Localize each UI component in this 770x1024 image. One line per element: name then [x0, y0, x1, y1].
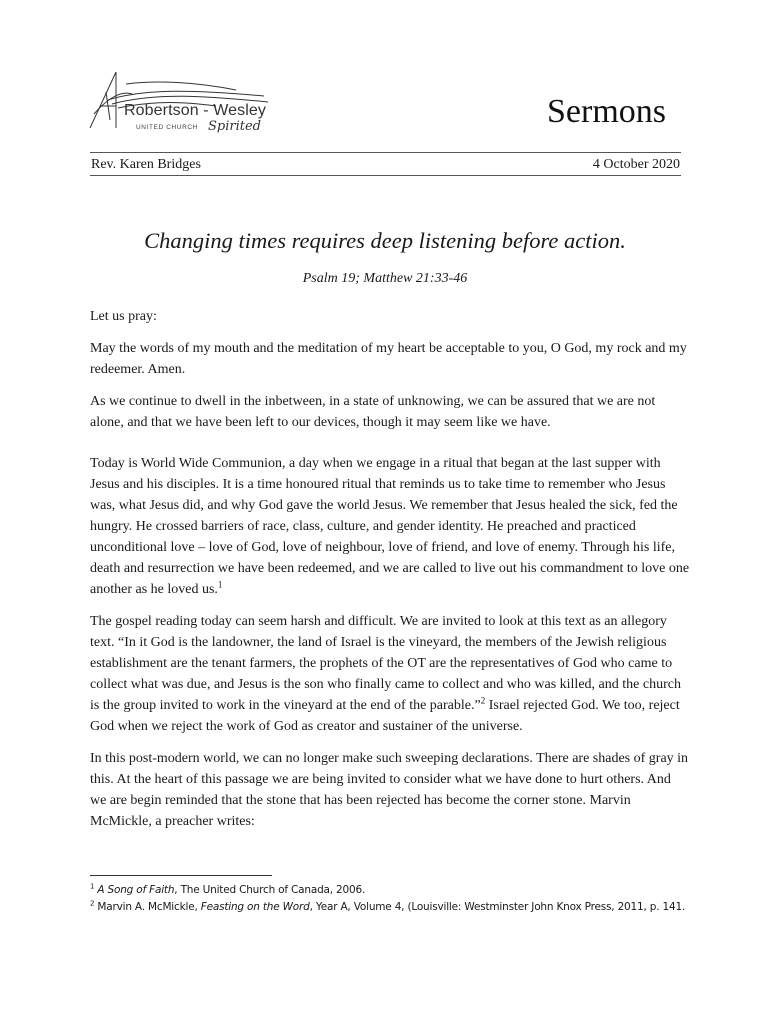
footnote [90, 882, 690, 899]
footnote-ref: 1 [217, 579, 223, 590]
paragraph-text: The gospel reading today can seem harsh and difficult. We are invited to look at this text as an allegory text. “In it God is the landowner, the land of Israel is the vineyard, the members of the Jewish religious establishment are the tenant farmers, the prophets of the OT are the representatives of God who came to collect what was due, and Jesus is the son who finally came to collect and who was killed, and the church is the group invited to work in the vineyard at the end of the parable.” [90, 614, 681, 713]
header-rule-top [90, 152, 681, 153]
footnote-text: , Year A, Volume 4, (Louisville: Westminster John Knox Press, 2011, p. 141. [309, 901, 686, 913]
section-title: Sermons [547, 93, 666, 130]
footnote-number: 2 [90, 899, 95, 908]
sermon-title: Changing times requires deep listening before action. [144, 228, 626, 253]
paragraph [90, 453, 690, 600]
paragraph: May the words of my mouth and the meditation of my heart be acceptable to you, O God, my rock and my redeemer. Amen. [90, 341, 687, 377]
paragraph: In this post-modern world, we can no longer make such sweeping declarations. There are shades of gray in this. At the heart of this passage we are being invited to consider what we have done to hurt others. And we are begin reminded that the stone that has been rejected has become the corner stone. Marvin McMickle, a preacher writes: [90, 751, 689, 829]
logo-name: Robertson - Wesley [124, 102, 267, 119]
paragraph: As we continue to dwell in the inbetween, in a state of unknowing, we can be assured that we are not alone, and that we have been left to our devices, though it may seem like we have. [90, 394, 656, 430]
sermon-body [90, 306, 690, 843]
footnote-title: Feasting on the Word [200, 901, 310, 913]
logo-subtitle: UNITED CHURCH [136, 124, 198, 131]
footnote-number: 1 [90, 882, 95, 891]
minister-name: Rev. Karen Bridges [91, 157, 201, 172]
header-rule-bottom [90, 175, 681, 176]
footnote-author: Marvin A. McMickle, [94, 901, 201, 913]
paragraph-text: Israel rejected God. We too, reject God when we reject the work of God as creator and sustainer of the universe. [90, 698, 680, 734]
footnotes [90, 882, 690, 916]
sermon-date: 4 October 2020 [592, 157, 680, 172]
paragraph: Let us pray: [90, 309, 157, 324]
footnote-title: A Song of Faith [97, 884, 175, 896]
logo-tagline: Spirited [208, 119, 261, 134]
scripture-reference: Psalm 19; Matthew 21:33-46 [302, 271, 468, 286]
paragraph-text: Today is World Wide Communion, a day when we engage in a ritual that began at the last supper with Jesus and his disciples. It is a time honoured ritual that reminds us to take time to remember who Jesus was, what Jesus did, and why God gave the world Jesus. We remember that Jesus healed the sick, fed the hungry. He crossed barriers of race, class, culture, and gender identity. He preached and practiced unconditional love – love of God, love of neighbour, love of friend, and love of enemy. Through his life, death and resurrection we have been redeemed, and we are called to live out his commandment to love one another as he loved us. [90, 456, 690, 597]
church-logo [86, 70, 286, 142]
footnote-rule [90, 875, 272, 876]
footnote [90, 899, 690, 916]
footnote-ref: 2 [480, 695, 486, 706]
footnote-text: , The United Church of Canada, 2006. [174, 884, 366, 896]
paragraph [90, 611, 690, 737]
